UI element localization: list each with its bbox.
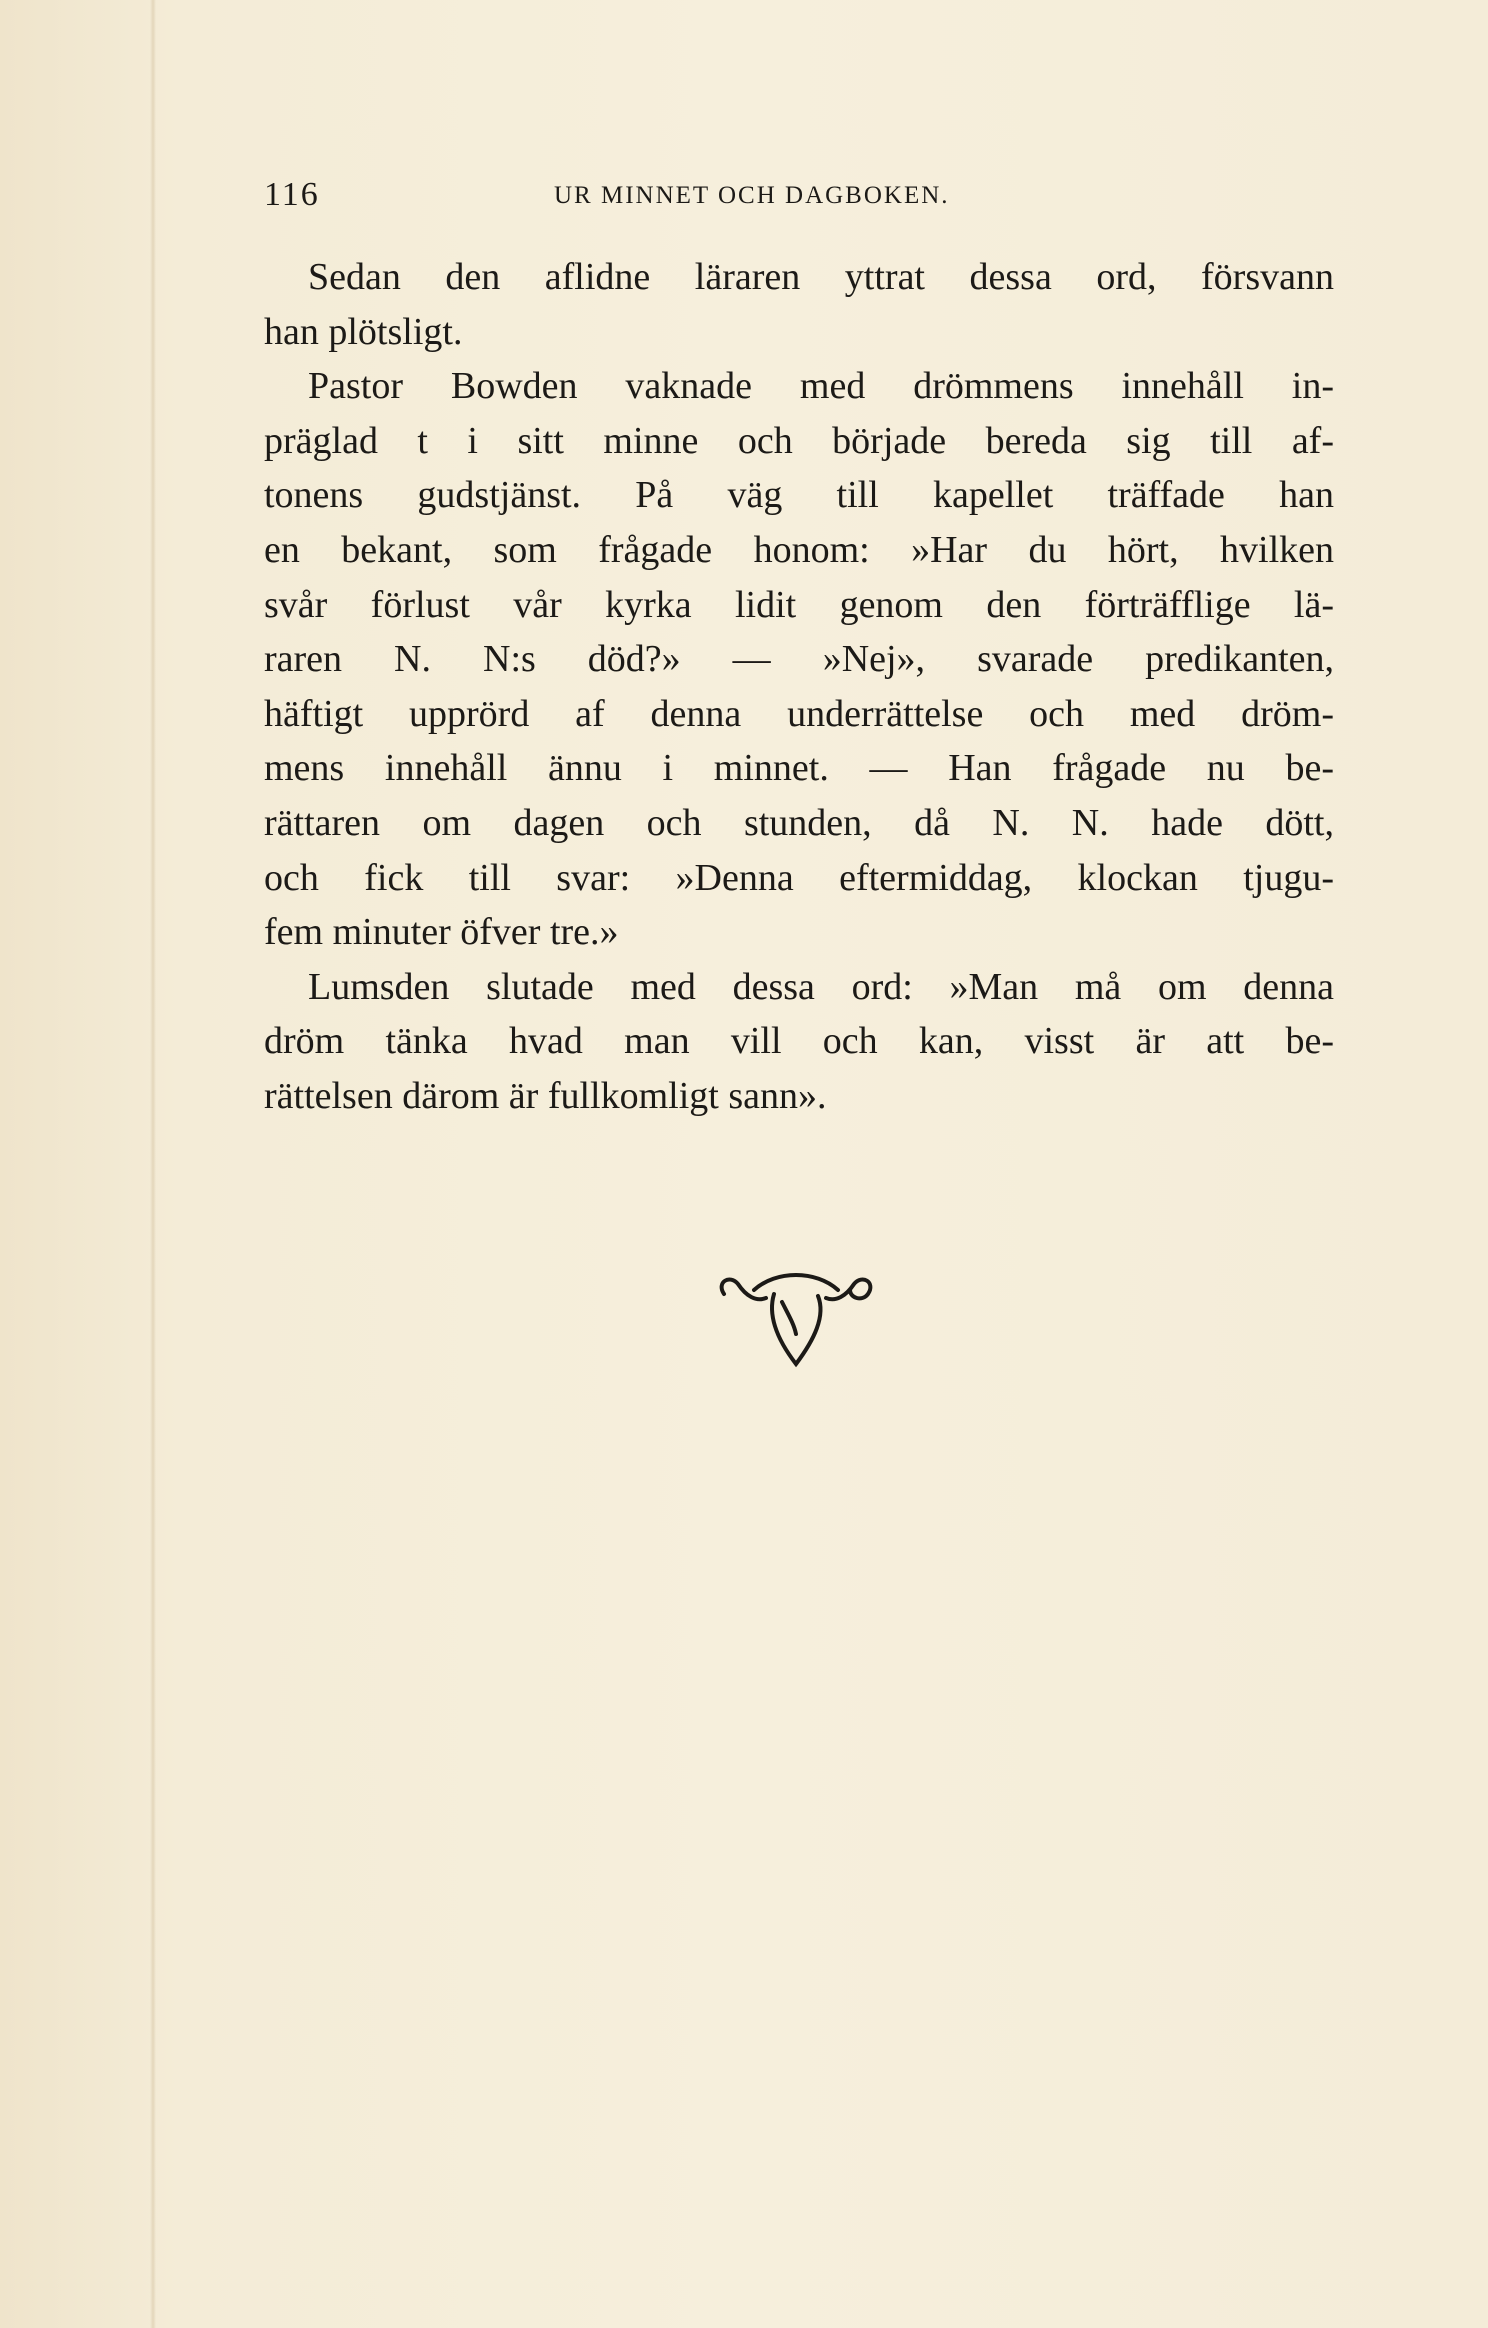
text-line: en bekant, som frågade honom: »Har du hört, hvilken [264, 528, 1334, 571]
text-line: Pastor Bowden vaknade med drömmens innehåll in- [308, 365, 1334, 408]
text-line: präglad t i sitt minne och började bereda sig till af- [264, 419, 1334, 462]
text-line: han plötsligt. [264, 310, 463, 353]
text-line: raren N. N:s död?» — »Nej», svarade predikanten, [264, 638, 1334, 681]
text-line: fem minuter öfver tre.» [264, 911, 619, 954]
body-text [264, 250, 1334, 1124]
text-line: Sedan den aflidne läraren yttrat dessa ord, försvann [308, 256, 1334, 298]
page-header [264, 176, 1334, 216]
text-line: häftigt upprörd af denna underrättelse och med dröm- [264, 692, 1334, 735]
text-line: rättaren om dagen och stunden, då N. N. hade dött, [264, 801, 1334, 844]
text-line: svår förlust vår kyrka lidit genom den förträfflige lä- [264, 583, 1334, 626]
running-head: UR MINNET OCH DAGBOKEN. [554, 182, 950, 209]
text-line: rättelsen därom är fullkomligt sann». [264, 1074, 827, 1117]
ornament-flourish-icon [716, 1268, 886, 1378]
text-line: dröm tänka hvad man vill och kan, visst är att be- [264, 1020, 1334, 1063]
text-line: Lumsden slutade med dessa ord: »Man må om denna [308, 965, 1334, 1008]
text-line: mens innehåll ännu i minnet. — Han frågade nu be- [264, 747, 1334, 790]
text-line: och fick till svar: »Denna eftermiddag, klockan tjugu- [264, 856, 1334, 899]
text-line: tonens gudstjänst. På väg till kapellet träffade han [264, 474, 1334, 517]
page-fold-shadow [150, 0, 156, 2328]
page-number: 116 [264, 176, 320, 213]
